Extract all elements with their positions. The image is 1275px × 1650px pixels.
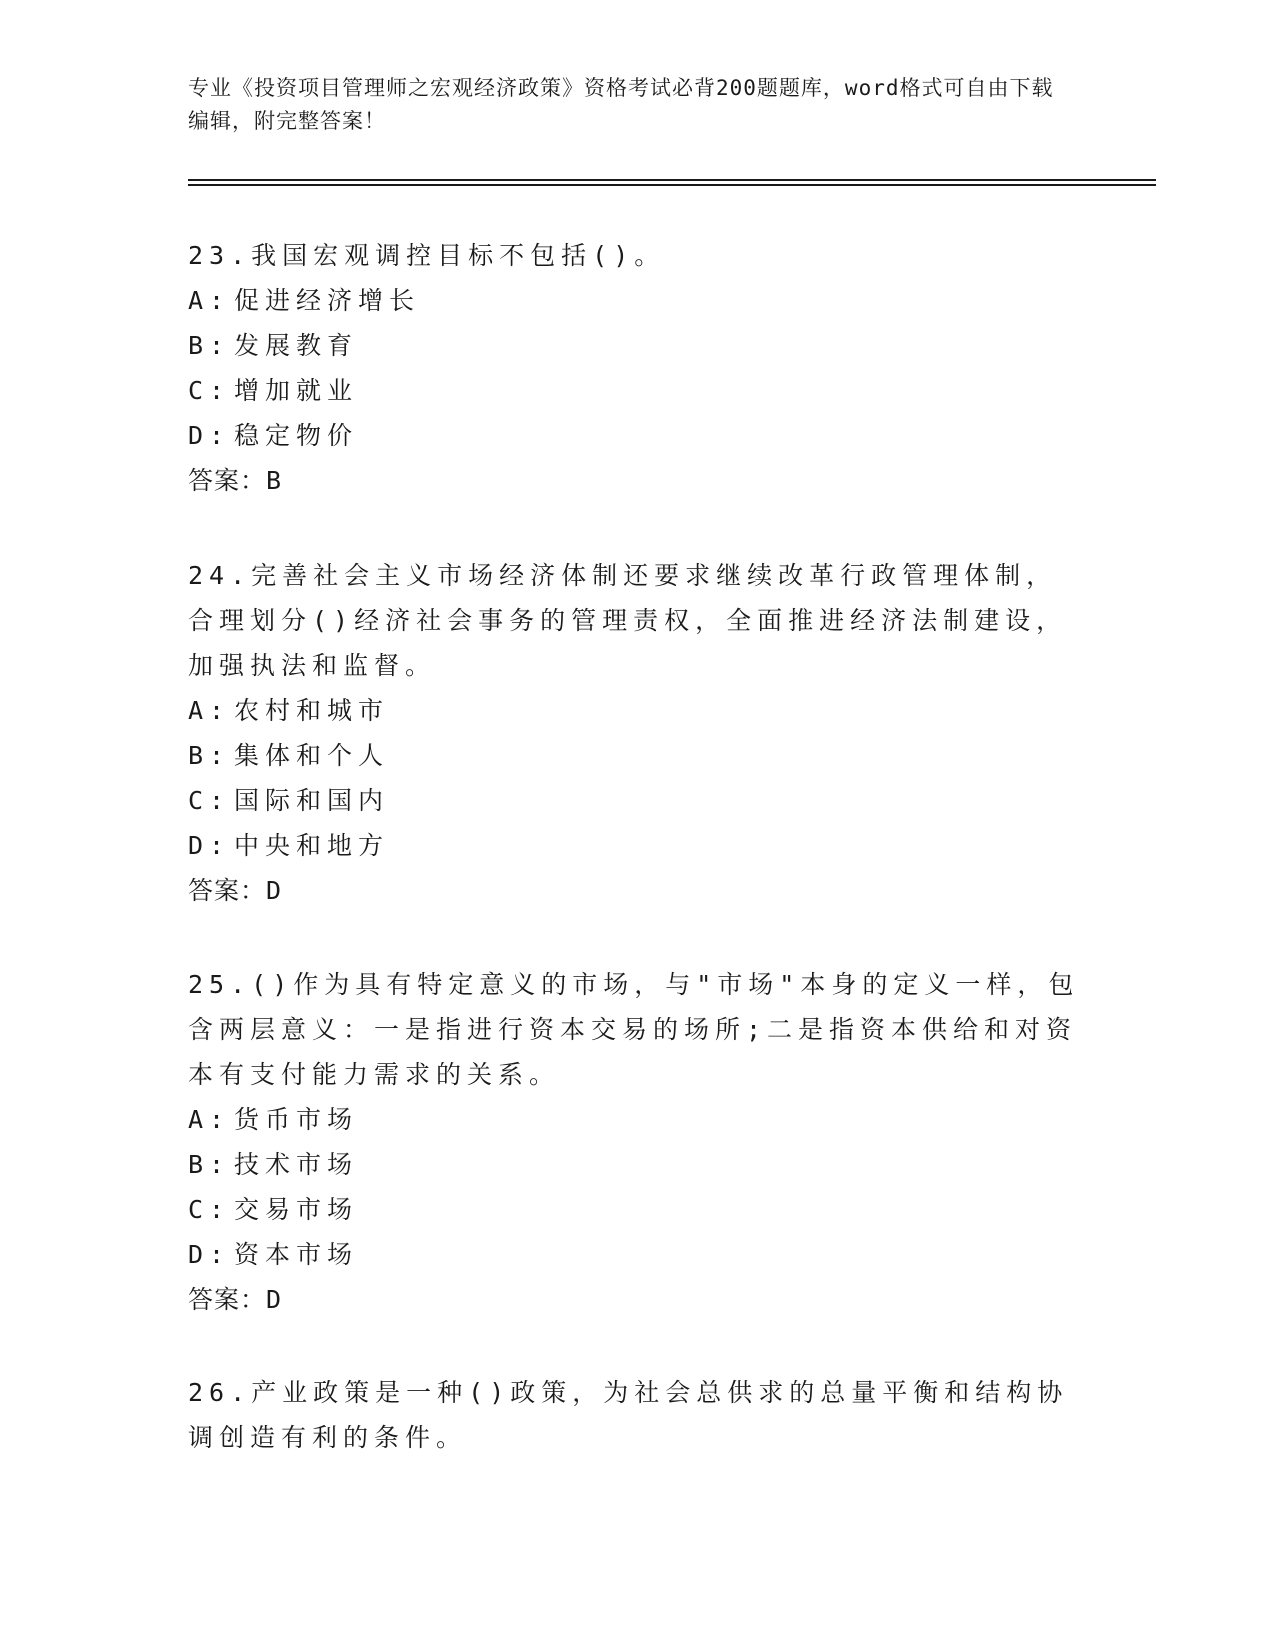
option-text: 集体和个人 <box>234 741 390 770</box>
question-26 <box>188 1370 1088 1460</box>
answer-line: 答案：D <box>188 876 283 905</box>
option-d <box>188 1232 1088 1277</box>
question-stem: 23.我国宏观调控目标不包括()。 <box>188 241 666 270</box>
option-text: 稳定物价 <box>234 421 359 450</box>
option-b <box>188 323 1088 368</box>
option-letter: B: <box>188 1150 231 1179</box>
option-letter: B: <box>188 331 231 360</box>
question-24 <box>188 553 1088 913</box>
option-text: 促进经济增长 <box>234 286 421 315</box>
option-letter: C: <box>188 786 231 815</box>
option-b <box>188 733 1088 778</box>
header-divider-top <box>188 179 1156 181</box>
option-b <box>188 1142 1088 1187</box>
option-text: 国际和国内 <box>234 786 390 815</box>
option-letter: C: <box>188 376 231 405</box>
option-text: 发展教育 <box>234 331 359 360</box>
option-a <box>188 688 1088 733</box>
option-c <box>188 368 1088 413</box>
option-text: 货币市场 <box>234 1105 359 1134</box>
option-text: 增加就业 <box>234 376 359 405</box>
question-25 <box>188 962 1088 1322</box>
option-c <box>188 778 1088 823</box>
option-d <box>188 823 1088 868</box>
question-stem: 26.产业政策是一种()政策，为社会总供求的总量平衡和结构协调创造有利的条件。 <box>188 1378 1069 1452</box>
option-d <box>188 413 1088 458</box>
answer-line: 答案：D <box>188 1285 283 1314</box>
option-letter: D: <box>188 421 231 450</box>
option-text: 中央和地方 <box>234 831 390 860</box>
option-c <box>188 1187 1088 1232</box>
question-stem: 25.()作为具有特定意义的市场，与"市场"本身的定义一样，包含两层意义：一是指进行资本交易的场所;二是指资本供给和对资本有支付能力需求的关系。 <box>188 970 1080 1089</box>
option-letter: A: <box>188 286 231 315</box>
option-text: 资本市场 <box>234 1240 359 1269</box>
option-text: 交易市场 <box>234 1195 359 1224</box>
answer-line: 答案：B <box>188 466 283 495</box>
option-text: 技术市场 <box>234 1150 359 1179</box>
header-divider-bottom <box>188 184 1156 186</box>
option-letter: A: <box>188 1105 231 1134</box>
option-letter: C: <box>188 1195 231 1224</box>
option-letter: D: <box>188 1240 231 1269</box>
question-stem: 24.完善社会主义市场经济体制还要求继续改革行政管理体制，合理划分()经济社会事务的管理责权，全面推进经济法制建设，加强执法和监督。 <box>188 561 1068 680</box>
option-a <box>188 1097 1088 1142</box>
option-letter: D: <box>188 831 231 860</box>
question-23 <box>188 233 1088 503</box>
option-letter: A: <box>188 696 231 725</box>
document-header: 专业《投资项目管理师之宏观经济政策》资格考试必背200题题库，word格式可自由下载编辑，附完整答案！ <box>188 76 1054 133</box>
option-letter: B: <box>188 741 231 770</box>
option-text: 农村和城市 <box>234 696 390 725</box>
option-a <box>188 278 1088 323</box>
